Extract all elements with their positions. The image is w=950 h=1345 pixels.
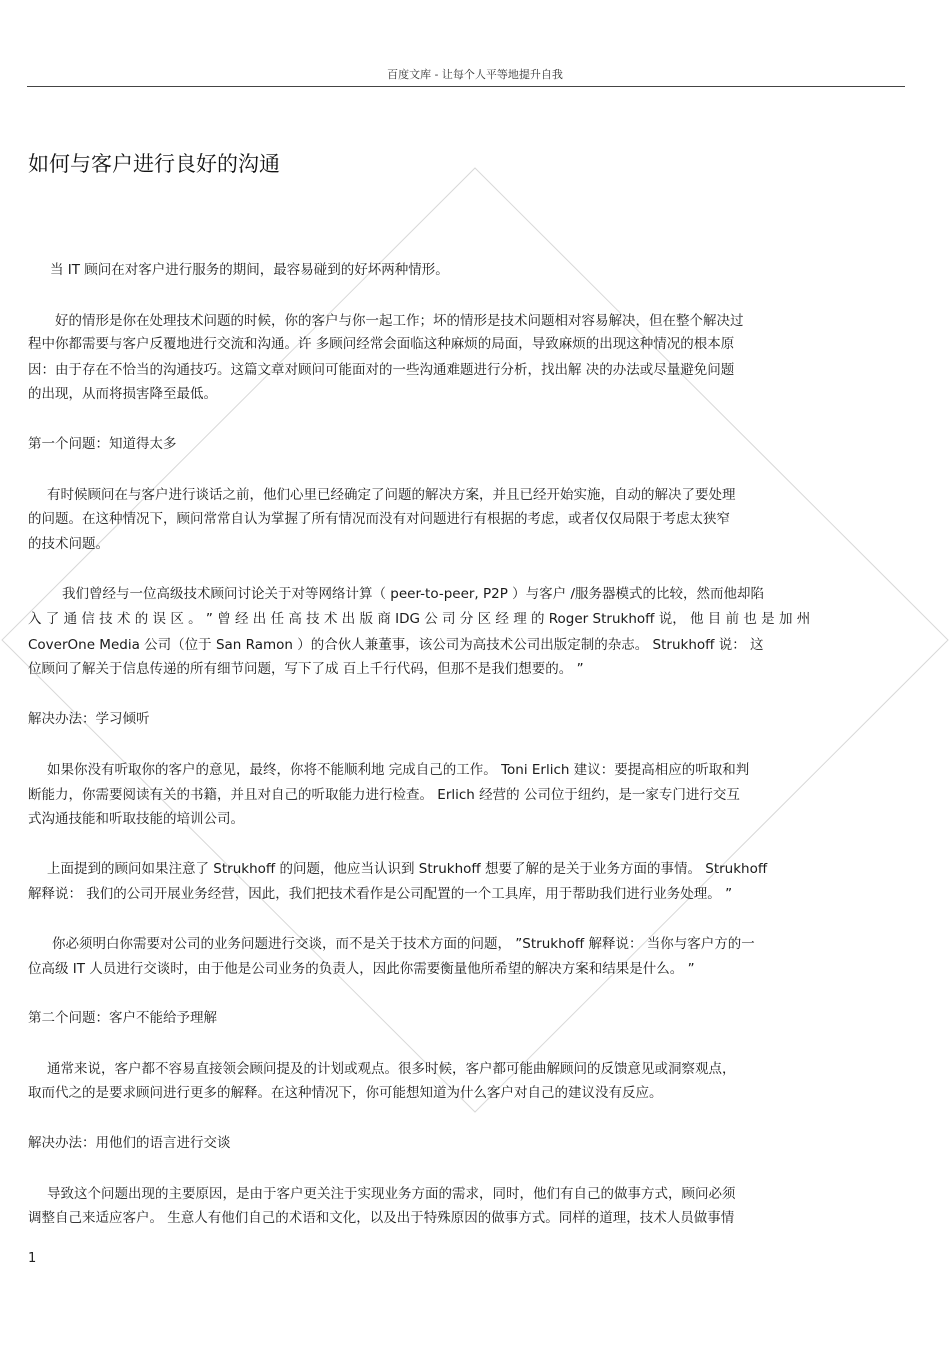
paragraph-line: 调整自己来适应客户。 生意人有他们自己的术语和文化，以及出于特殊原因的做事方式。同样的道理，技术人员做事情 (28, 1210, 735, 1226)
paragraph-line: 你必须明白你需要对公司的业务问题进行交谈，而不是关于技术方面的问题， ”Strukhoff 解释说： 当你与客户方的一 (52, 936, 755, 952)
paragraph-line: 取而代之的是要求顾问进行更多的解释。在这种情况下，你可能想知道为什么客户对自己的建议没有反应。 (28, 1085, 663, 1101)
document-title: 如何与客户进行良好的沟通 (28, 152, 280, 176)
paragraph-line: 的出现，从而将损害降至最低。 (28, 386, 217, 402)
paragraph-line: 当 IT 顾问在对客户进行服务的期间，最容易碰到的好坏两种情形。 (50, 262, 449, 278)
paragraph-line: 好的情形是你在处理技术问题的时候，你的客户与你一起工作；坏的情形是技术问题相对容易解决，但在整个解决过 (55, 313, 744, 329)
paragraph-line: 式沟通技能和听取技能的培训公司。 (28, 811, 244, 827)
section-heading: 第二个问题：客户不能给予理解 (28, 1010, 217, 1026)
paragraph-line: 上面提到的顾问如果注意了 Strukhoff 的问题，他应当认识到 Strukhoff 想要了解的是关于业务方面的事情。 Strukhoff (47, 861, 768, 877)
paragraph-line: 入 了 通 信 技 术 的 误 区 。 ” 曾 经 出 任 高 技 术 出 版 商 IDG 公 司 分 区 经 理 的 Roger Strukhoff 说， 他 目 前 也 是 加 州 (28, 611, 811, 627)
section-heading: 解决办法：学习倾听 (28, 711, 150, 727)
paragraph-line: 解释说： 我们的公司开展业务经营，因此，我们把技术看作是公司配置的一个工具库，用于帮助我们进行业务处理。 ” (28, 886, 733, 902)
paragraph-line: 位顾问了解关于信息传递的所有细节问题，写下了成 百上千行代码，但那不是我们想要的。 ” (28, 661, 584, 677)
paragraph-line: 断能力，你需要阅读有关的书籍，并且对自己的听取能力进行检查。 Erlich 经营的 公司位于纽约，是一家专门进行交互 (28, 787, 740, 803)
paragraph-line: 程中你都需要与客户反覆地进行交流和沟通。许 多顾问经常会面临这种麻烦的局面，导致麻烦的出现这种情况的根本原 (28, 336, 735, 352)
paragraph-line: 导致这个问题出现的主要原因，是由于客户更关注于实现业务方面的需求，同时，他们有自己的做事方式，顾问必须 (47, 1186, 736, 1202)
section-heading: 第一个问题：知道得太多 (28, 436, 177, 452)
paragraph-line: 的问题。在这种情况下，顾问常常自认为掌握了所有情况而没有对问题进行有根据的考虑，或者仅仅局限于考虑太狭窄 (28, 511, 730, 527)
paragraph-line: 的技术问题。 (28, 536, 109, 552)
paragraph-line: 位高级 IT 人员进行交谈时，由于他是公司业务的负责人，因此你需要衡量他所希望的解决方案和结果是什么。 ” (28, 961, 695, 977)
paragraph-line: 如果你没有听取你的客户的意见，最终，你将不能顺利地 完成自己的工作。 Toni Erlich 建议：要提高相应的听取和判 (47, 762, 750, 778)
header-divider (27, 86, 905, 87)
paragraph-line: CoverOne Media 公司（位于 San Ramon ）的合伙人兼董事，该公司为高技术公司出版定制的杂志。 Strukhoff 说： 这 (28, 637, 764, 653)
paragraph-line: 我们曾经与一位高级技术顾问讨论关于对等网络计算（ peer-to-peer, P2P ）与客户 /服务器模式的比较，然而他却陷 (62, 586, 765, 602)
paragraph-line: 因：由于存在不恰当的沟通技巧。这篇文章对顾问可能面对的一些沟通难题进行分析，找出解 决的办法或尽量避免问题 (28, 362, 735, 378)
page-header: 百度文库 - 让每个人平等地提升自我 (387, 68, 563, 81)
page-number: 1 (28, 1251, 37, 1266)
paragraph-line: 有时候顾问在与客户进行谈话之前，他们心里已经确定了问题的解决方案，并且已经开始实施，自动的解决了要处理 (47, 487, 736, 503)
paragraph-line: 通常来说，客户都不容易直接领会顾问提及的计划或观点。很多时候，客户都可能曲解顾问的反馈意见或洞察观点， (47, 1061, 736, 1077)
section-heading: 解决办法：用他们的语言进行交谈 (28, 1135, 231, 1151)
